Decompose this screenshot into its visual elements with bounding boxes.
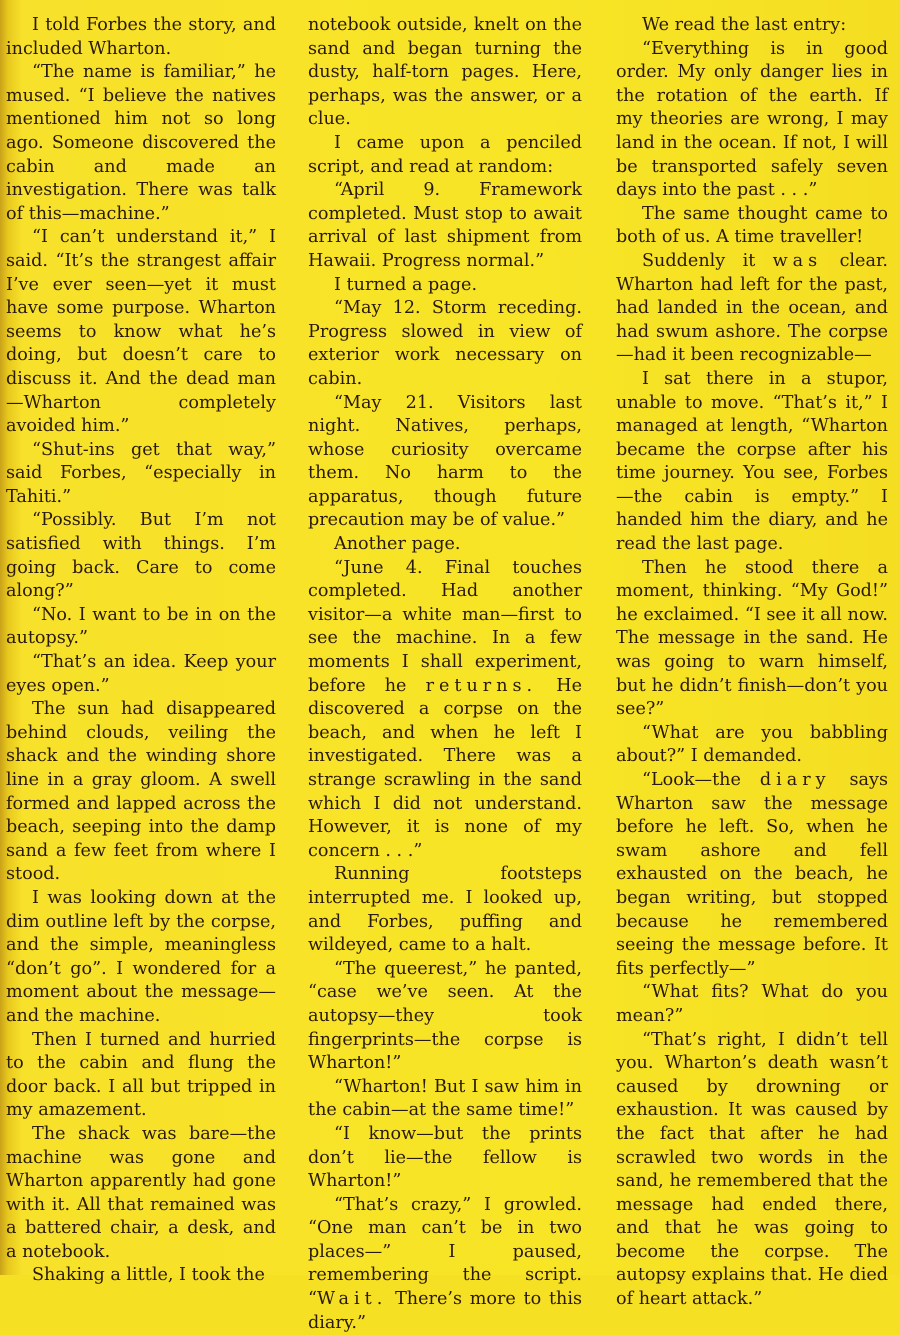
paragraph: “No. I want to be in on the autopsy.” <box>6 604 276 649</box>
paragraph: “I can’t understand it,” I said. “It’s the strangest affair I’ve ever seen—yet it must have some purpose. Wharton seems to know what he’s doing, but doesn’t care to discuss it. And the dead man—Wharton completely avoided him.” <box>6 227 276 437</box>
paragraph: “Wharton! But I saw him in the cabin—at the same time!” <box>308 1076 582 1121</box>
paragraph: We read the last entry: <box>642 15 847 35</box>
text-run: “June 4. Final touches completed. Had another visitor—a white man—first to see the machine. In a few moments I shall experiment, before he <box>308 557 582 696</box>
paragraph <box>308 1194 582 1335</box>
paragraph: Then he stood there a moment, thinking. “My God!” he exclaimed. “I see it all now. The message in the sand. He was going to warn himself, but he didn’t finish—don’t you see?” <box>616 557 888 720</box>
paragraph: Shaking a little, I took the <box>32 1265 265 1286</box>
paragraph: I sat there in a stupor, unable to move. “That’s it,” I managed at length, “Wharton became the corpse after his time journey. You see, Forbes—the cabin is empty.” I handed him the diary, and he read the last page. <box>616 368 888 555</box>
paragraph: Running footsteps interrupted me. I looked up, and Forbes, puffing and wildeyed, came to a halt. <box>308 864 582 956</box>
spaced-text-run: was <box>772 250 823 271</box>
text-column-3 <box>616 14 888 1312</box>
paragraph: I told Forbes the story, and included Wharton. <box>6 15 276 59</box>
paragraph: “What fits? What do you mean?” <box>616 982 888 1026</box>
paragraph: I was looking down at the dim outline left by the corpse, and the simple, meaningless “don’t go”. I wondered for a moment about the message—and the machine. <box>6 887 276 1026</box>
paragraph <box>616 769 888 981</box>
text-run: There’s more to this diary.” <box>308 1289 582 1333</box>
text-run: He discovered a corpse on the beach, and when he left I investigated. There was a strange scrawling in the sand which I did not understand. However, it is none of my concern . . .” <box>308 675 583 861</box>
paragraph: “That’s right, I didn’t tell you. Wharton’s death wasn’t caused by drowning or exhaustion. It was caused by the fact that after he had scrawled two words in the sand, he remembered that the message had ended there, and that he was going to become the corpse. The autopsy explains that. He died of heart attack.” <box>616 1029 888 1310</box>
spaced-text-run: Wait. <box>317 1289 388 1310</box>
text-run: says Wharton saw the message before he left. So, when he swam ashore and fell exhausted on the beach, he began writing, but stopped because he remembered seeing the message before. It fits perfectly—” <box>616 770 889 979</box>
paragraph: “Shut-ins get that way,” said Forbes, “especially in Tahiti.” <box>6 439 276 507</box>
paragraph: “May 21. Visitors last night. Natives, perhaps, whose curiosity overcame them. No harm to the apparatus, though future precaution may be of value.” <box>308 392 582 531</box>
text-column-1 <box>6 14 276 1288</box>
text-run: clear. Wharton had left for the past, had landed in the ocean, and had swum ashore. The corpse—had it been recognizable— <box>616 250 889 366</box>
spaced-text-run: diary <box>759 770 831 790</box>
paragraph: Then I turned and hurried to the cabin and flung the door back. I all but tripped in my amazement. <box>6 1029 276 1121</box>
paragraph: “I know—but the prints don’t lie—the fellow is Wharton!” <box>308 1123 582 1192</box>
paragraph <box>616 250 888 368</box>
paragraph: “Everything is in good order. My only danger lies in the rotation of the earth. If my theories are wrong, I may land in the ocean. If not, I will be transported safely seven days into the past . . .” <box>616 38 888 201</box>
paragraph: “The queerest,” he panted, “case we’ve seen. At the autopsy—they took fingerprints—the corpse is Wharton!” <box>308 958 582 1074</box>
text-run: “That’s crazy,” I growled. “One man can’t be in two places—” I paused, remembering the script. “ <box>308 1194 582 1310</box>
paragraph: “What are you babbling about?” I demanded. <box>616 722 888 767</box>
paragraph: “April 9. Framework completed. Must stop to await arrival of last shipment from Hawaii. Progress normal.” <box>308 180 582 271</box>
spaced-text-run: returns. <box>425 675 538 696</box>
paragraph: The same thought came to both of us. A time traveller! <box>616 203 888 248</box>
paragraph: I turned a page. <box>334 274 478 295</box>
paragraph: “May 12. Storm receding. Progress slowed in view of exterior work necessary on cabin. <box>308 298 582 389</box>
text-run: “Look—the <box>642 770 741 790</box>
paragraph <box>308 557 582 864</box>
paragraph: notebook outside, knelt on the sand and began turning the dusty, half-torn pages. Here, perhaps, was the answer, or a clue. <box>308 15 582 130</box>
paragraph: Another page. <box>334 534 461 555</box>
paragraph: “Possibly. But I’m not satisfied with things. I’m going back. Care to come along?” <box>6 510 276 602</box>
text-column-2 <box>308 14 582 1335</box>
text-run: Suddenly it <box>642 250 756 271</box>
paragraph: The shack was bare—the machine was gone and Wharton apparently had gone with it. All that remained was a battered chair, a desk, and a notebook. <box>6 1123 276 1262</box>
paragraph: “The name is familiar,” he mused. “I believe the natives mentioned him not so long ago. Someone discovered the cabin and made an investigation. There was talk of this—machine.” <box>6 62 276 224</box>
paragraph: I came upon a penciled script, and read at random: <box>308 132 582 177</box>
paragraph: “That’s an idea. Keep your eyes open.” <box>6 652 276 696</box>
paragraph: The sun had disappeared behind clouds, veiling the shack and the winding shore line in a gray gloom. A swell formed and lapped across the beach, seeping into the damp sand a few feet from where I stood. <box>6 699 276 885</box>
